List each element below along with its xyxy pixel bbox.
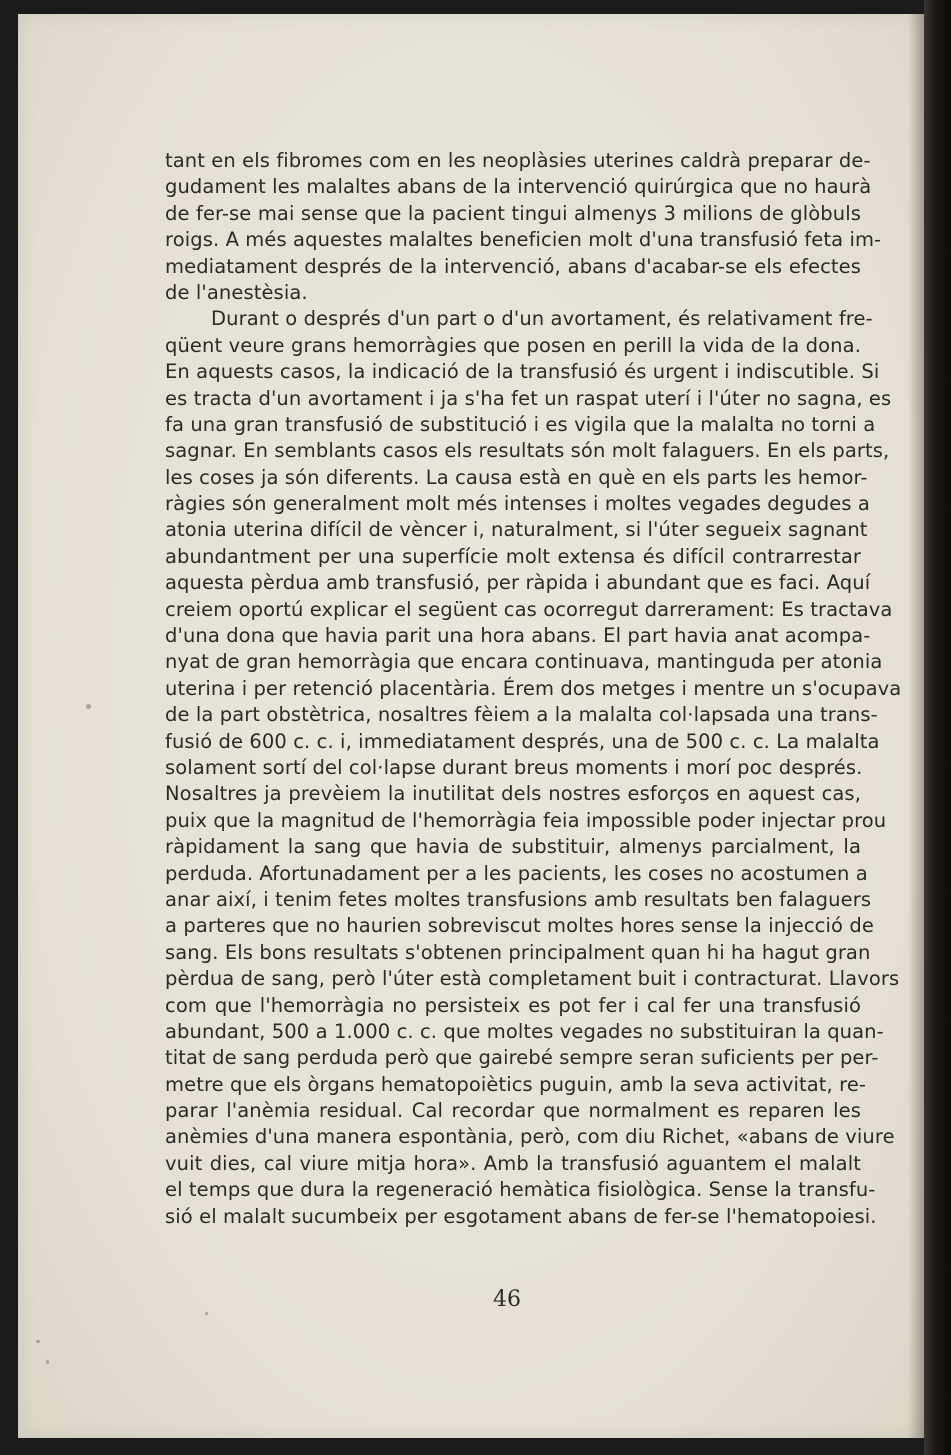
text-line: metre que els òrgans hematopoiètics puguin, amb la seva activitat, re-: [165, 1072, 867, 1096]
text-line: sió el malalt sucumbeix per esgotament abans de fer-se l'hematopoiesi.: [165, 1204, 877, 1228]
text-line: d'una dona que havia parit una hora abans. El part havia anat acompa-: [165, 624, 871, 648]
book-spine: [924, 0, 951, 1455]
text-line: solament sortí del col·lapse durant breus moments i morí poc després.: [165, 755, 863, 779]
text-line: gudament les malaltes abans de la intervenció quirúrgica que no haurà: [165, 175, 872, 199]
page-number: 46: [493, 1287, 521, 1312]
text-line: el temps que dura la regeneració hemàtica fisiològica. Sense la transfu-: [165, 1178, 876, 1202]
text-line: anèmies d'una manera espontània, però, com diu Richet, «abans de viure: [165, 1125, 895, 1149]
body-text: [165, 148, 902, 1230]
text-line: vuit dies, cal viure mitja hora». Amb la transfusió aguantem el malalt: [165, 1151, 861, 1175]
text-line: ràgies són generalment molt més intenses i moltes vegades degudes a: [165, 492, 870, 516]
text-line: fusió de 600 c. c. i, immediatament després, una de 500 c. c. La malalta: [165, 729, 880, 753]
text-line: de l'anestèsia.: [165, 280, 308, 304]
text-line: atonia uterina difícil de vèncer i, naturalment, si l'úter segueix sagnant: [165, 518, 868, 542]
text-line: uterina i per retenció placentària. Érem dos metges i mentre un s'ocupava: [165, 676, 902, 700]
text-line: anar així, i tenim fetes moltes transfusions amb resultats ben falaguers: [165, 887, 872, 911]
text-line: aquesta pèrdua amb transfusió, per ràpida i abundant que es faci. Aquí: [165, 571, 871, 595]
text-line: parar l'anèmia residual. Cal recordar que normalment es reparen les: [165, 1099, 861, 1123]
paper-speck: [86, 704, 91, 709]
text-line: mediatament després de la intervenció, abans d'acabar-se els efectes: [165, 254, 861, 278]
paper-speck: [36, 1340, 40, 1343]
text-line: abundantment per una superfície molt extensa és difícil contrarrestar: [165, 544, 861, 568]
text-line: titat de sang perduda però que gairebé sempre seran suficients per per-: [165, 1046, 879, 1070]
text-line: com que l'hemorràgia no persisteix es pot fer i cal fer una transfusió: [165, 993, 861, 1017]
text-line: En aquests casos, la indicació de la transfusió és urgent i indiscutible. Si: [165, 360, 880, 384]
text-line: fa una gran transfusió de substitució i es vigila que la malalta no torni a: [165, 412, 876, 436]
paper-speck: [46, 1360, 49, 1364]
text-line: Durant o després d'un part o d'un avortament, és relativament fre-: [211, 307, 873, 331]
text-line: tant en els fibromes com en les neoplàsies uterines caldrà preparar de-: [165, 149, 871, 172]
text-line: pèrdua de sang, però l'úter està completament buit i contracturat. Llavors: [165, 967, 900, 991]
text-line: perduda. Afortunadament per a les pacients, les coses no acostumen a: [165, 861, 868, 885]
text-line: les coses ja són diferents. La causa està en què en els parts les hemor-: [165, 465, 868, 489]
text-line: a parteres que no haurien sobreviscut moltes hores sense la injecció de: [165, 914, 874, 938]
text-line: es tracta d'un avortament i ja s'ha fet un raspat uterí i l'úter no sagna, es: [165, 386, 892, 410]
text-line: de la part obstètrica, nosaltres fèiem a la malalta col·lapsada una trans-: [165, 703, 878, 727]
text-line: creiem oportú explicar el següent cas ocorregut darrerament: Es tractava: [165, 597, 893, 621]
paper-speck: [205, 1312, 208, 1315]
text-line: de fer-se mai sense que la pacient tingui almenys 3 milions de glòbuls: [165, 201, 861, 225]
text-line: sagnar. En semblants casos els resultats són molt falaguers. En els parts,: [165, 439, 890, 463]
text-line: Nosaltres ja prevèiem la inutilitat dels nostres esforços en aquest cas,: [165, 782, 861, 806]
text-line: qüent veure grans hemorràgies que posen en perill la vida de la dona.: [165, 333, 861, 357]
text-line: nyat de gran hemorràgia que encara continuava, mantinguda per atonia: [165, 650, 883, 674]
text-line: roigs. A més aquestes malaltes beneficien molt d'una transfusió feta im-: [165, 228, 882, 252]
page-shadow: [908, 14, 924, 1438]
text-line: sang. Els bons resultats s'obtenen principalment quan hi ha hagut gran: [165, 940, 871, 964]
text-line: ràpidament la sang que havia de substituir, almenys parcialment, la: [165, 835, 861, 859]
text-line: abundant, 500 a 1.000 c. c. que moltes vegades no substituiran la quan-: [165, 1019, 884, 1043]
text-line: puix que la magnitud de l'hemorràgia feia impossible poder injectar prou: [165, 808, 887, 832]
